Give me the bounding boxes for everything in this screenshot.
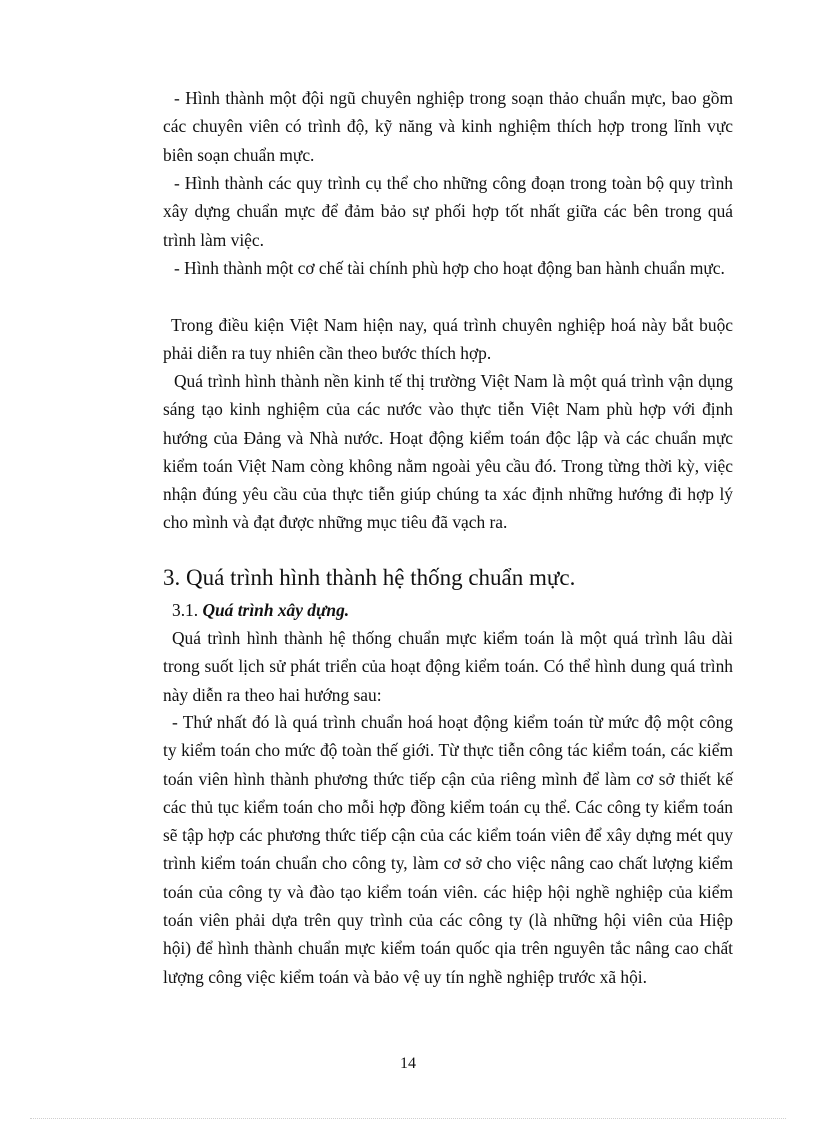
paragraph-standards-formation: Quá trình hình thành hệ thống chuẩn mực kiểm toán là một quá trình lâu dài trong suốt lịch sử phát triển của hoạt động kiểm toán. Có thể hình dung quá trình này diễn ra theo hai hướng sau:: [163, 628, 733, 705]
subsection-title: Quá trình xây dựng.: [202, 600, 350, 620]
section-heading: 3. Quá trình hình thành hệ thống chuẩn mực.: [163, 565, 576, 590]
page-number: 14: [400, 1055, 416, 1072]
subsection-number: 3.1.: [172, 600, 199, 620]
paragraph-bullet-finance: - Hình thành một cơ chế tài chính phù hợp cho hoạt động ban hành chuẩn mực.: [174, 258, 725, 278]
paragraph-bullet-process: - Hình thành các quy trình cụ thể cho những công đoạn trong toàn bộ quy trình xây dựng chuẩn mực để đảm bảo sự phối hợp tốt nhất giữa các bên trong quá trình làm việc.: [163, 173, 733, 250]
paragraph-first-direction: - Thứ nhất đó là quá trình chuẩn hoá hoạt động kiểm toán từ mức độ một công ty kiểm toán cho mức độ toàn thế giới. Từ thực tiễn công tác kiểm toán, các kiểm toán viên hình thành phương thức tiếp cận của riêng mình để làm cơ sở thiết kế các thủ tục kiểm toán cho mỗi hợp đồng kiểm toán cụ thể. Các công ty kiểm toán sẽ tập hợp các phương thức tiếp cận của các kiểm toán viên để xây dựng mét quy trình kiểm toán chuẩn cho công ty, làm cơ sở cho việc nâng cao chất lượng kiểm toán của công ty và đào tạo kiểm toán viên. các hiệp hội nghề nghiệp của kiểm toán viên phải dựa trên quy trình của các công ty (là những hội viên của Hiệp hội) để hình thành chuẩn mực kiểm toán quốc qia trên nguyên tắc nâng cao chất lượng công việc kiểm toán và bảo vệ uy tín nghề nghiệp trước xã hội.: [163, 712, 733, 987]
paragraph-bullet-team: - Hình thành một đội ngũ chuyên nghiệp trong soạn thảo chuẩn mực, bao gồm các chuyên viên có trình độ, kỹ năng và kinh nghiệm thích hợp trong lĩnh vực biên soạn chuẩn mực.: [163, 88, 733, 165]
paragraph-market-economy: Quá trình hình thành nền kinh tế thị trường Việt Nam là một quá trình vận dụng sáng tạo kinh nghiệm của các nước vào thực tiễn Việt Nam phù hợp với định hướng của Đảng và Nhà nước. Hoạt động kiểm toán độc lập và các chuẩn mực kiểm toán Việt Nam còng không nằm ngoài yêu cầu đó. Trong từng thời kỳ, việc nhận đúng yêu cầu của thực tiễn giúp chúng ta xác định những hướng đi hợp lý cho mình và đạt được những mục tiêu đã vạch ra.: [163, 371, 733, 533]
paragraph-vietnam-conditions: Trong điều kiện Việt Nam hiện nay, quá trình chuyên nghiệp hoá này bắt buộc phải diễn ra tuy nhiên cần theo bước thích hợp.: [163, 315, 733, 364]
subsection-heading: [172, 596, 732, 624]
footer-divider: [30, 1118, 786, 1119]
